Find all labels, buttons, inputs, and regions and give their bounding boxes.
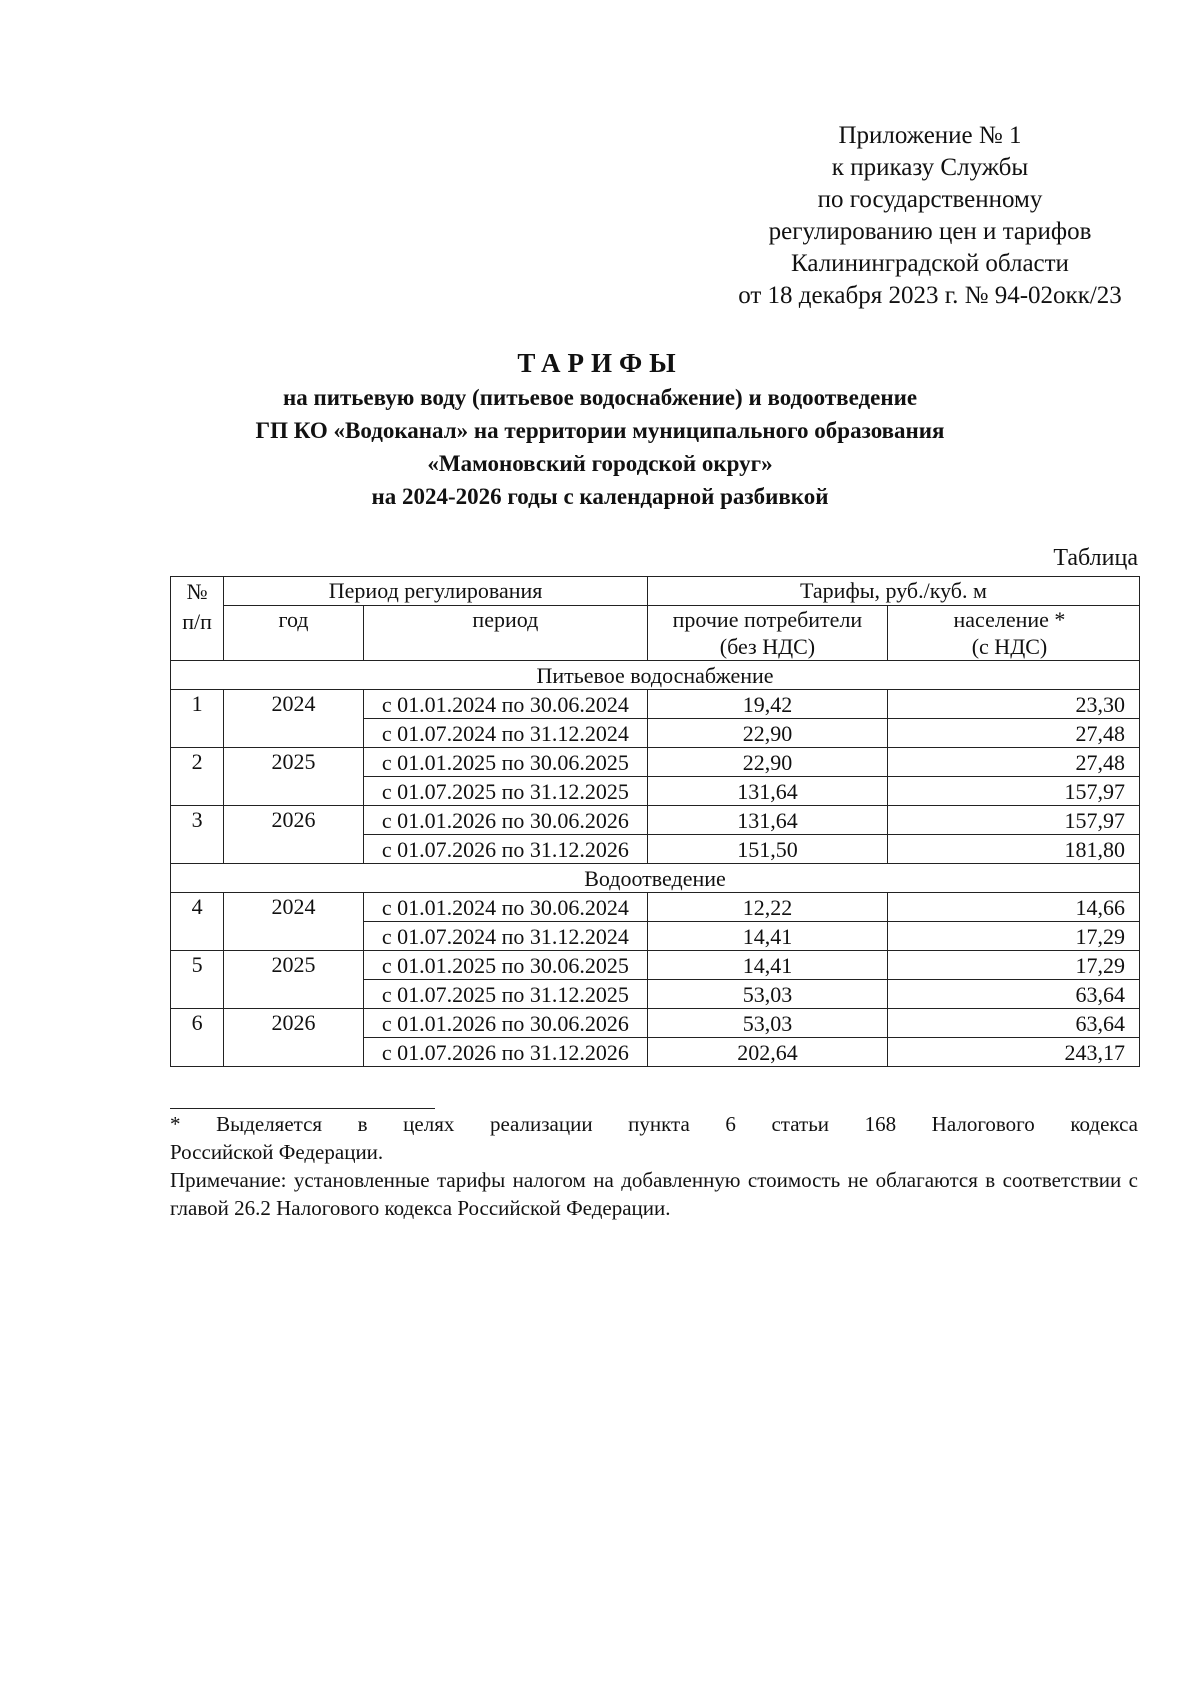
title-line: на питьевую воду (питьевое водоснабжение) и водоотведение [282, 385, 918, 410]
row-population-tariff: 23,30 [887, 690, 1139, 719]
tariffs-table [170, 576, 1140, 1067]
row-population-tariff: 63,64 [887, 980, 1139, 1009]
footnote-word: кодекса [1070, 1112, 1138, 1136]
row-num: 2 [171, 748, 224, 806]
row-period: с 01.01.2026 по 30.06.2026 [363, 1009, 647, 1038]
row-population-tariff: 157,97 [887, 777, 1139, 806]
row-period: с 01.07.2026 по 31.12.2026 [363, 835, 647, 864]
row-period: с 01.07.2025 по 31.12.2025 [363, 980, 647, 1009]
row-population-tariff: 157,97 [887, 806, 1139, 835]
section-title: Питьевое водоснабжение [171, 661, 1140, 690]
footnote-word: Выделяется [216, 1112, 323, 1136]
row-year: 2026 [224, 1009, 364, 1067]
appendix-line: регулированию цен и тарифов [768, 218, 1092, 245]
row-period: с 01.07.2024 по 31.12.2024 [363, 719, 647, 748]
row-other-tariff: 12,22 [647, 893, 887, 922]
row-num: 3 [171, 806, 224, 864]
row-population-tariff: 27,48 [887, 719, 1139, 748]
row-period: с 01.01.2024 по 30.06.2024 [363, 893, 647, 922]
row-other-tariff: 53,03 [647, 1009, 887, 1038]
footnote-word: реализации [489, 1112, 593, 1136]
header-population-label: население * (с НДС) [953, 607, 1066, 659]
row-period: с 01.07.2025 по 31.12.2025 [363, 777, 647, 806]
note-text: Примечание: установленные тарифы налогом на добавленную стоимость не облагаются в соответствии с главой 26.2 Налогового кодекса Российской Федерации. [170, 1168, 1138, 1220]
row-other-tariff: 14,41 [647, 951, 887, 980]
row-other-tariff: 22,90 [647, 748, 887, 777]
table-row [171, 806, 1140, 835]
header-year: год [224, 606, 364, 661]
header-other-label: прочие потребители (без НДС) [672, 607, 863, 659]
row-year: 2024 [224, 690, 364, 748]
row-year: 2024 [224, 893, 364, 951]
appendix-line: к приказу Службы [831, 154, 1029, 181]
footnote-word: 168 [864, 1112, 897, 1136]
row-period: с 01.01.2026 по 30.06.2026 [363, 806, 647, 835]
row-period: с 01.07.2024 по 31.12.2024 [363, 922, 647, 951]
row-population-tariff: 63,64 [887, 1009, 1139, 1038]
row-population-tariff: 27,48 [887, 748, 1139, 777]
header-tariff-group: Тарифы, руб./куб. м [647, 577, 1139, 606]
document-title [120, 345, 1080, 513]
row-period: с 01.01.2025 по 30.06.2025 [363, 951, 647, 980]
header-population [887, 606, 1139, 661]
table-row [171, 951, 1140, 980]
header-period-group: Период регулирования [224, 577, 648, 606]
row-year: 2025 [224, 748, 364, 806]
footnote-word: пункта [628, 1112, 690, 1136]
appendix-line: Калининградской области [791, 250, 1069, 277]
footnote-word: Налогового [931, 1112, 1035, 1136]
row-other-tariff: 14,41 [647, 922, 887, 951]
title-line: «Мамоновский городской округ» [427, 451, 773, 476]
row-other-tariff: 131,64 [647, 806, 887, 835]
header-other-consumers [647, 606, 887, 661]
footnote-word: статьи [771, 1112, 830, 1136]
row-population-tariff: 14,66 [887, 893, 1139, 922]
header-num [171, 577, 224, 661]
table-row [171, 748, 1140, 777]
row-year: 2026 [224, 806, 364, 864]
footnote-word: 6 [725, 1112, 736, 1136]
row-num: 6 [171, 1009, 224, 1067]
title-line: ГП КО «Водоканал» на территории муниципального образования [255, 418, 945, 443]
row-other-tariff: 22,90 [647, 719, 887, 748]
appendix-line: Приложение № 1 [838, 122, 1022, 149]
title-line: на 2024-2026 годы с календарной разбивкой [371, 484, 829, 509]
row-num: 5 [171, 951, 224, 1009]
row-period: с 01.01.2025 по 30.06.2025 [363, 748, 647, 777]
header-period: период [363, 606, 647, 661]
table-row [171, 893, 1140, 922]
footnote-word: целях [403, 1112, 455, 1136]
row-other-tariff: 131,64 [647, 777, 887, 806]
footnote-line [170, 1110, 1138, 1138]
row-period: с 01.07.2026 по 31.12.2026 [363, 1038, 647, 1067]
row-year: 2025 [224, 951, 364, 1009]
header-num-label: № п/п [182, 579, 212, 634]
title-main: ТАРИФЫ [517, 348, 683, 378]
row-other-tariff: 202,64 [647, 1038, 887, 1067]
appendix-line: по государственному [817, 186, 1043, 213]
footnote-word: * [170, 1112, 181, 1136]
row-period: с 01.01.2024 по 30.06.2024 [363, 690, 647, 719]
row-num: 1 [171, 690, 224, 748]
section-title: Водоотведение [171, 864, 1140, 893]
notes-block [170, 1110, 1138, 1222]
row-num: 4 [171, 893, 224, 951]
row-other-tariff: 19,42 [647, 690, 887, 719]
row-population-tariff: 181,80 [887, 835, 1139, 864]
appendix-line: от 18 декабря 2023 г. № 94-02окк/23 [738, 282, 1122, 309]
table-caption: Таблица [1053, 545, 1138, 571]
table-row [171, 690, 1140, 719]
footnote-line2: Российской Федерации. [170, 1140, 384, 1164]
row-population-tariff: 17,29 [887, 922, 1139, 951]
row-other-tariff: 53,03 [647, 980, 887, 1009]
row-population-tariff: 17,29 [887, 951, 1139, 980]
footnote-word: в [357, 1112, 368, 1136]
row-population-tariff: 243,17 [887, 1038, 1139, 1067]
footnote-divider [170, 1108, 435, 1109]
table-row [171, 1009, 1140, 1038]
row-other-tariff: 151,50 [647, 835, 887, 864]
appendix-header [690, 120, 1170, 312]
